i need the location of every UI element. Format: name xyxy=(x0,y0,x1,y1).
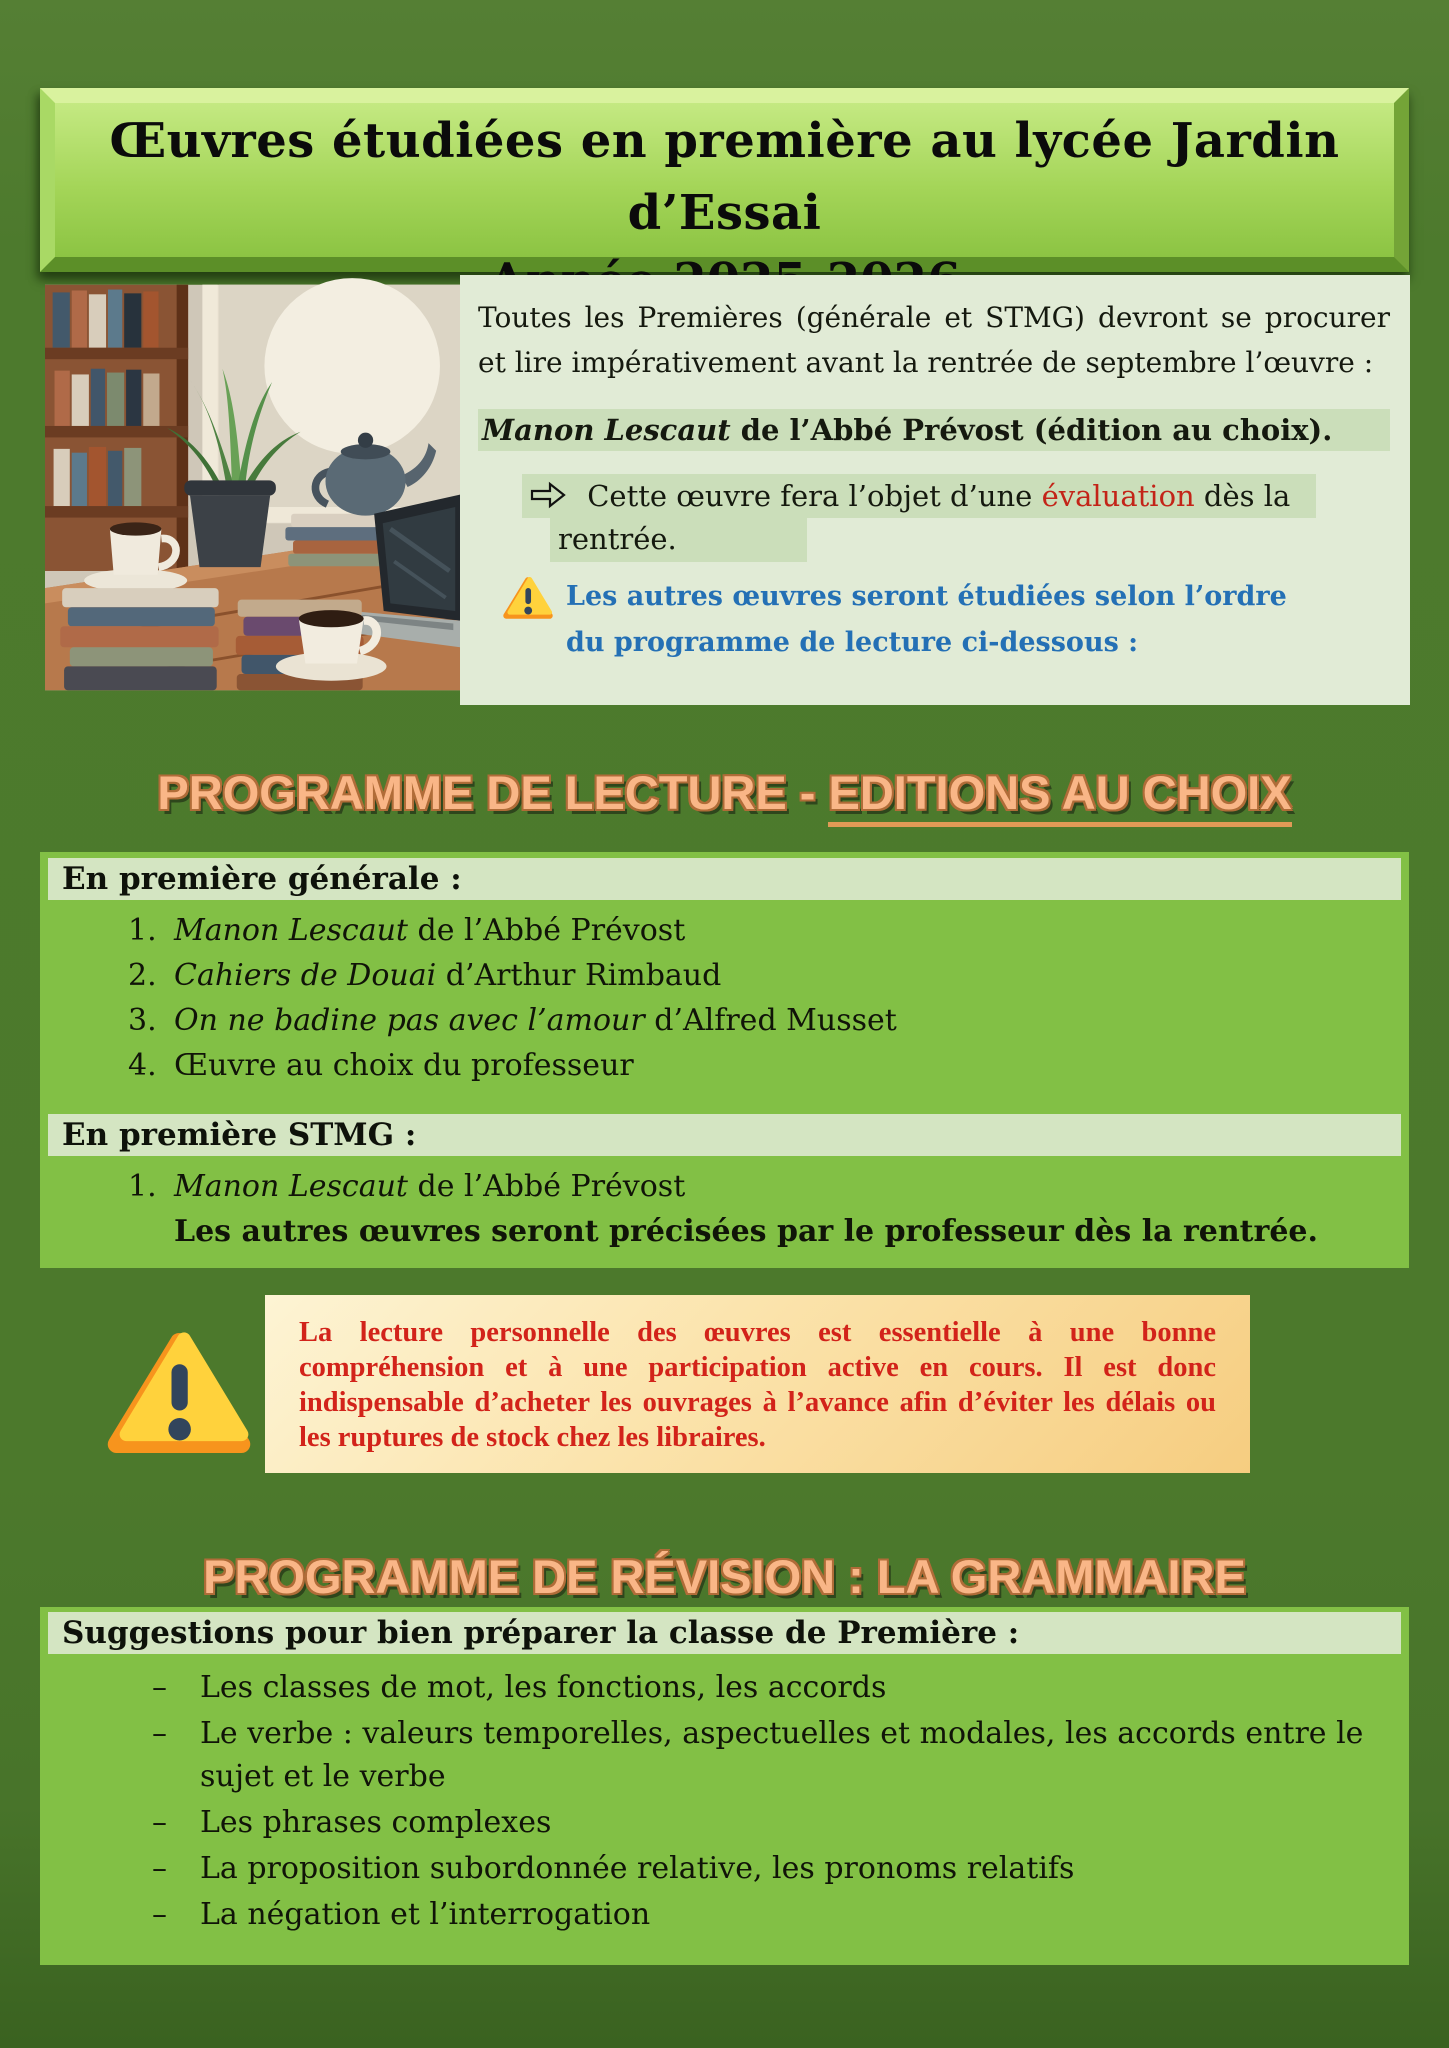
stmg-track-label: En première STMG : xyxy=(48,1114,1401,1156)
item-number: 2. xyxy=(128,958,157,993)
stmg-book-list xyxy=(48,1164,1401,1209)
grammar-item-text: Le verbe : valeurs temporelles, aspectuelles et modales, les accords entre le sujet et le verbe xyxy=(200,1716,1364,1794)
evaluation-word: évaluation xyxy=(1041,479,1195,513)
stmg-note: Les autres œuvres seront précisées par le professeur dès la rentrée. xyxy=(174,1214,1318,1249)
work-title: On ne badine pas avec l’amour xyxy=(174,1003,645,1038)
work-title-line xyxy=(478,409,1390,451)
grammar-list-item xyxy=(48,1666,1401,1709)
evaluation-wrap-line: rentrée. xyxy=(550,518,807,562)
work-title: Manon Lescaut xyxy=(174,913,408,948)
item-text xyxy=(174,908,685,953)
general-track-label: En première générale : xyxy=(48,858,1401,900)
grammar-list-item xyxy=(48,1801,1401,1844)
grammar-item-text: La proposition subordonnée relative, les pronoms relatifs xyxy=(200,1851,1075,1886)
item-text xyxy=(174,1043,634,1088)
work-title: Cahiers de Douai xyxy=(174,958,437,993)
revision-suggestions-label: Suggestions pour bien préparer la classe de Première : xyxy=(48,1612,1401,1654)
book-list-item xyxy=(48,953,1401,998)
work-author: d’Alfred Musset xyxy=(644,1003,897,1038)
reading-order-note-text: Les autres œuvres seront étudiées selon l’ordre du programme de lecture ci-dessous : xyxy=(566,581,1287,658)
reading-program-heading-main: PROGRAMME DE LECTURE - xyxy=(157,766,829,819)
book-list-item xyxy=(48,908,1401,953)
item-number: 4. xyxy=(128,1048,157,1083)
grammar-list-item xyxy=(48,1847,1401,1890)
reading-program-block xyxy=(40,852,1409,1268)
grammar-item-text: Les phrases complexes xyxy=(200,1805,552,1840)
books-desk-illustration xyxy=(45,275,460,700)
item-text xyxy=(174,953,721,998)
work-author: de l’Abbé Prévost (édition au choix). xyxy=(730,413,1333,447)
dash-bullet: – xyxy=(152,1897,167,1932)
book-list-item xyxy=(48,1043,1401,1088)
purchase-warning-box: La lecture personnelle des œuvres est essentielle à une bonne compréhension et à une participation active en cours. Il est donc indispensable d’acheter les ouvrages à l’avance afin d’éviter les délais ou les ruptures de stock chez les libraires. xyxy=(265,1295,1250,1473)
grammar-list-item xyxy=(48,1893,1401,1936)
book-list-item xyxy=(48,998,1401,1043)
grammar-item-text: Les classes de mot, les fonctions, les accords xyxy=(200,1670,887,1705)
work-title: Manon Lescaut xyxy=(482,413,731,447)
book-list-item xyxy=(48,1164,1401,1209)
reading-program-heading-underlined: EDITIONS AU CHOIX xyxy=(828,766,1291,827)
dash-bullet: – xyxy=(152,1851,167,1886)
item-text xyxy=(174,998,897,1043)
intro-paragraph: Toutes les Premières (générale et STMG) devront se procurer et lire impérativement avant la rentrée de septembre l’œuvre : xyxy=(478,301,1390,379)
work-title: Manon Lescaut xyxy=(174,1169,408,1204)
revision-program-heading: PROGRAMME DE RÉVISION : LA GRAMMAIRE xyxy=(203,1550,1246,1603)
work-author: d’Arthur Rimbaud xyxy=(436,958,722,993)
work-author: de l’Abbé Prévost xyxy=(407,913,686,948)
grammar-list-item xyxy=(48,1712,1401,1798)
item-text xyxy=(174,1164,685,1209)
work-author: de l’Abbé Prévost xyxy=(407,1169,686,1204)
dash-bullet: – xyxy=(152,1716,167,1751)
evaluation-line xyxy=(522,474,1316,518)
page-title: Œuvres étudiées en première au lycée Jardin d’Essai xyxy=(109,113,1340,241)
item-number: 1. xyxy=(128,913,157,948)
reading-program-heading xyxy=(0,765,1449,820)
grammar-list xyxy=(48,1666,1401,1936)
work-author: Œuvre au choix du professeur xyxy=(174,1048,634,1083)
evaluation-suffix: dès la xyxy=(1194,479,1291,513)
intro-panel xyxy=(460,275,1410,705)
reading-order-note xyxy=(502,574,1390,666)
general-book-list xyxy=(48,908,1401,1088)
warning-icon-large xyxy=(104,1324,254,1466)
dash-bullet: – xyxy=(152,1805,167,1840)
dash-bullet: – xyxy=(152,1670,167,1705)
arrow-right-icon xyxy=(530,480,566,510)
title-banner xyxy=(40,88,1409,272)
item-number: 3. xyxy=(128,1003,157,1038)
evaluation-prefix: Cette œuvre fera l’objet d’une xyxy=(587,479,1042,513)
grammar-item-text: La négation et l’interrogation xyxy=(200,1897,651,1932)
warning-icon xyxy=(502,574,554,622)
item-number: 1. xyxy=(128,1169,157,1204)
revision-program-block xyxy=(40,1607,1409,1965)
